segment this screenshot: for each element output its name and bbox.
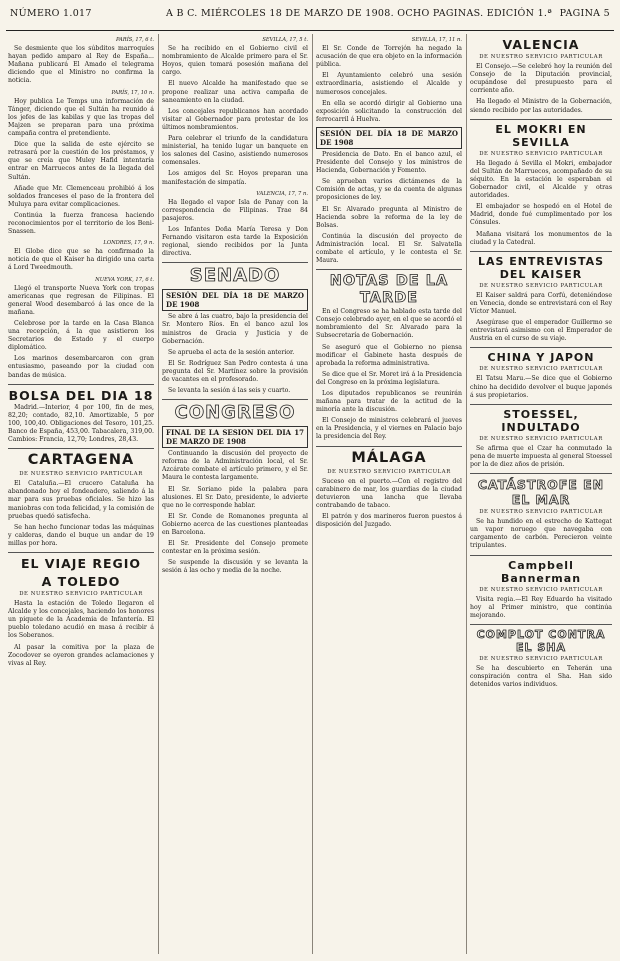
article-paragraph: Hasta la estación de Toledo llegaron el Alcalde y los concejales, haciendo los honores un piquete de la Academia de Infantería. El pueblo toledano acudió en masa á recibir á los Soberanos.	[8, 600, 154, 640]
article-paragraph: Suceso en el puerto.—Con el registro del carabinero de mar, los guardias de la ciudad detuvieron una lancha que llevaba contrabando de tabaco.	[316, 477, 462, 509]
masthead-date: A B C. MIÉRCOLES 18 DE MARZO DE 1908. OCHO PAGINAS. EDICIÓN 1.ª	[166, 8, 553, 19]
article-paragraph: Mañana visitará los monumentos de la ciudad y la Catedral.	[470, 230, 612, 246]
entrevistas-headline: LAS ENTREVISTAS DEL KAISER	[477, 254, 605, 281]
divider	[8, 552, 154, 553]
column-2	[162, 34, 308, 954]
article-paragraph: El Sr. Rodríguez San Pedro contesta á una pregunta del Sr. Martínez sobre la provisión de vacantes en el profesorado.	[162, 359, 308, 383]
article-paragraph: Se aprueba el acta de la sesión anterior.	[168, 348, 295, 356]
senado-headline: SENADO	[189, 265, 281, 287]
congreso-headline: CONGRESO	[174, 402, 296, 424]
bolsa-text: Madrid.—Interior, 4 por 100, fin de mes, 82,20; contado, 82,10. Amortizable, 5 por 100, 100,40. Obligaciones del Tesoro, 101,25. Banco de España, 453,00. Tabacalera, 319,00. Cambios: Francia, 12,70; Londres, 28,43.	[8, 403, 154, 444]
campbell-headline: Campbell Bannerman	[500, 558, 582, 585]
divider	[162, 262, 308, 263]
article-paragraph: Se han hecho funcionar todas las máquinas y calderas, dando el buque un andar de 19 millas por hora.	[8, 523, 154, 547]
article-paragraph: El Ayuntamiento celebró una sesión extraordinaria, asistiendo el Alcalde y numerosos concejales.	[316, 72, 462, 96]
column-rule	[158, 34, 159, 954]
stoessel-headline: STOESSEL, INDULTADO	[501, 407, 581, 434]
dateline: LONDRES, 17, 9 n.	[103, 240, 154, 247]
service-subhead: DE NUESTRO SERVICIO PARTICULAR	[479, 586, 603, 593]
dateline: SEVILLA, 17, 5 t.	[262, 37, 308, 43]
article-paragraph: El Sr. Alvarado pregunta al Ministro de Hacienda sobre la reforma de la ley de Bolsas.	[316, 205, 462, 229]
divider	[316, 269, 462, 270]
dateline: PARÍS, 17, 6 t.	[116, 37, 154, 43]
article-paragraph: El Globe dice que se ha confirmado la noticia de que el Kaiser ha dirigido una carta á Lord Tweedmouth.	[8, 248, 154, 272]
article-paragraph: El Consejo de ministros celebrará el jueves en la Presidencia, y el viernes en Palacio bajo la presidencia del Rey.	[316, 417, 462, 441]
article-paragraph: El Sr. Presidente del Consejo promete contestar en la próxima sesión.	[162, 540, 308, 556]
article-paragraph: Los marinos desembarcaron con gran entusiasmo, paseando por la ciudad con bandas de música.	[8, 355, 154, 379]
article-paragraph: Ha llegado el Ministro de la Gobernación, siendo recibido por las autoridades.	[470, 98, 612, 114]
service-subhead: DE NUESTRO SERVICIO PARTICULAR	[19, 471, 143, 478]
article-paragraph: El Kaiser saldrá para Corfú, deteniéndose en Venecia, donde se entrevistará con el Rey Víctor Manuel.	[470, 291, 612, 315]
dateline: PARÍS, 17, 10 n.	[111, 89, 154, 96]
article-paragraph: En el Congreso se ha hablado esta tarde del Consejo celebrado ayer, en el que se acordó el nombramiento del Sr. Alvarado para la Subsecretaría de Gobernación.	[316, 308, 462, 340]
article-paragraph: Dice que la salida de este ejército se retrasará por la cuestión de los préstamos, y que se creía que Muley Hafid intentaría entrar en Marruecos antes de la llegada del Sultán.	[8, 141, 154, 181]
divider	[8, 448, 154, 449]
article-paragraph: Los concejales republicanos han acordado visitar al Gobernador para protestar de los últimos nombramientos.	[162, 107, 308, 131]
article-paragraph: El Sr. Conde de Romanones pregunta al Gobierno acerca de las cuestiones planteadas en Barcelona.	[162, 512, 308, 537]
column-rule	[466, 34, 467, 954]
session-box: SESIÓN DEL DÍA 18 DE MARZO DE 1908	[162, 289, 308, 311]
catastrofe-headline: CATÁSTROFE EN EL MAR	[477, 477, 605, 508]
service-subhead: DE NUESTRO SERVICIO PARTICULAR	[479, 435, 603, 442]
article-paragraph: Continúa la fuerza francesa haciendo reconocimientos por el territorio de los Beni-Snassen.	[8, 211, 154, 236]
article-paragraph: Se aprueban varios dictámenes de la Comisión de actas, y se da cuenta de algunas proposiciones de ley.	[316, 178, 462, 202]
article-paragraph: El Tatsu Maru.—Se dice que el Gobierno chino ha decidido devolver el buque japonés á sus propietarios.	[470, 375, 612, 399]
divider	[8, 384, 154, 385]
article-paragraph: Presidencia de Dato. En el banco azul, el Presidente del Consejo y los ministros de Hacienda, Gobernación y Fomento.	[316, 150, 462, 175]
article-paragraph: Para celebrar el triunfo de la candidatura ministerial, ha tenido lugar un banquete en los salones del Casino, asistiendo numerosos comensales.	[162, 135, 308, 167]
viaje-headline: EL VIAJE REGIO	[20, 555, 142, 571]
newspaper-body	[8, 34, 612, 954]
service-subhead: DE NUESTRO SERVICIO PARTICULAR	[327, 468, 451, 475]
article-paragraph: Los Infantes Doña María Teresa y Don Fernando visitaron esta tarde la Exposición regional, siendo recibidos por la Junta directiva.	[162, 225, 308, 258]
column-4	[470, 34, 612, 954]
article-paragraph: Se aseguró que el Gobierno no piensa modificar el Gabinete hasta después de aprobada la reforma administrativa.	[316, 343, 462, 367]
dateline: NUEVA YORK, 17, 6 t.	[95, 276, 154, 283]
article-paragraph: Se ha hundido en el estrecho de Kattegat un vapor noruego que navegaba con cargamento de carbón. Perecieron veinte tripulantes.	[470, 518, 612, 550]
article-paragraph: El Cataluña.—El crucero Cataluña ha abandonado hoy el fondeadero, saliendo á la mar para sus pruebas oficiales. Se hizo las maniobras con toda felicidad, y la comisión de pruebas quedó satisfecha.	[8, 480, 154, 520]
article-paragraph: Se dice que el Sr. Moret irá á la Presidencia del Congreso en la próxima legislatura.	[316, 370, 462, 386]
service-subhead: DE NUESTRO SERVICIO PARTICULAR	[479, 150, 603, 157]
article-paragraph: Se afirma que el Czar ha conmutado la pena de muerte impuesta al general Stoessel por la de diez años de prisión.	[470, 444, 612, 468]
divider	[470, 624, 612, 625]
divider	[162, 399, 308, 400]
article-paragraph: Asegúrase que el emperador Guillermo se entrevistará asimismo con el Emperador de Austria en el curso de su viaje.	[470, 319, 612, 343]
divider	[470, 347, 612, 348]
article-paragraph: Continúa la discusión del proyecto de Administración local. El Sr. Salvatella combate el artículo, y le contesta el Sr. Maura.	[316, 232, 462, 265]
service-subhead: DE NUESTRO SERVICIO PARTICULAR	[479, 366, 603, 373]
service-subhead: DE NUESTRO SERVICIO PARTICULAR	[479, 282, 603, 289]
notas-headline: NOTAS DE LA TARDE	[329, 273, 449, 307]
article-paragraph: Añade que Mr. Clemenceau prohibió á los soldados franceses el paso de la frontera del Muluya para evitar complicaciones.	[8, 184, 154, 208]
cartagena-headline: CARTAGENA	[27, 452, 135, 469]
issue-number: NÚMERO 1.017	[10, 8, 92, 19]
viaje-headline-2: A TOLEDO	[41, 573, 121, 589]
dateline: VALENCIA, 17, 7 n.	[256, 190, 308, 197]
article-paragraph: El patrón y dos marineros fueron puestos á disposición del Juzgado.	[316, 513, 462, 529]
malaga-headline: MÁLAGA	[351, 449, 427, 466]
column-rule	[312, 34, 313, 954]
article-paragraph: Continuando la discusión del proyecto de reforma de la Administración local, el Sr. Azcárate combate el artículo primero, y el Sr. Maura le contesta largamente.	[162, 450, 308, 482]
article-paragraph: Se ha descubierto en Teherán una conspiración contra el Sha. Han sido detenidos varios individuos.	[470, 665, 612, 689]
article-paragraph: El Consejo.—Se celebró hoy la reunión del Consejo de la Diputación provincial, ocupándose del presupuesto para el corriente año.	[470, 63, 612, 95]
divider	[316, 446, 462, 447]
column-1	[8, 34, 154, 954]
article-paragraph: Se suspende la discusión y se levanta la sesión á las ocho y media de la noche.	[162, 559, 308, 575]
divider	[470, 473, 612, 474]
article-paragraph: Se desmiente que los súbditos marroquíes hayan pedido amparo al Rey de España... Mañana publicará El Amado el telegrama diciendo que el Ministro no confirma la noticia.	[8, 45, 154, 85]
divider	[470, 119, 612, 120]
article-paragraph: Se levanta la sesión á las seis y cuarto.	[168, 387, 291, 395]
article-paragraph: Se abre á las cuatro, bajo la presidencia del Sr. Montero Ríos. En el banco azul los ministros de Gracia y Justicia y de Gobernación.	[162, 313, 308, 345]
service-subhead: DE NUESTRO SERVICIO PARTICULAR	[479, 54, 603, 60]
mokri-headline: EL MOKRI EN SEVILLA	[495, 122, 587, 149]
complot-headline: COMPLOT CONTRA EL SHA	[476, 627, 606, 654]
article-paragraph: Ha llegado el vapor Isla de Panay con la correspondencia de Filipinas. Trae 84 pasajeros.	[162, 198, 308, 222]
article-paragraph: El Sr. Soriano pide la palabra para alusiones. El Sr. Dato, presidente, le advierte que no le corresponde hablar.	[162, 485, 308, 509]
service-subhead: DE NUESTRO SERVICIO PARTICULAR	[19, 590, 143, 597]
article-paragraph: El nuevo Alcalde ha manifestado que se propone realizar una activa campaña de saneamiento en la ciudad.	[162, 80, 308, 104]
session-box: FINAL DE LA SESION DEL DIA 17 DE MARZO DE 1908	[162, 426, 308, 448]
article-paragraph: Hoy publica Le Temps una información de Tánger, diciendo que el Sultán ha reunido á los jefes de las kabilas y que las tropas del Majzen se preparan para una próxima campaña contra el pretendiente.	[8, 97, 154, 138]
article-paragraph: El embajador se hospedó en el Hotel de Madrid, donde fué cumplimentado por los Cónsules.	[470, 203, 612, 227]
article-paragraph: En ella se acordó dirigir al Gobierno una exposición solicitando la construcción del ferrocarril á Huelva.	[316, 99, 462, 123]
divider	[470, 404, 612, 405]
dateline: SEVILLA, 17, 11 n.	[411, 37, 462, 43]
article-paragraph: Al pasar la comitiva por la plaza de Zocodover se oyeron grandes aclamaciones y vivas al Rey.	[8, 643, 154, 667]
article-paragraph: Se ha recibido en el Gobierno civil el nombramiento de Alcalde primero para el Sr. Hoyos, quien tomará posesión mañana del cargo.	[162, 45, 308, 77]
article-paragraph: El Sr. Conde de Torrejón ha negado la acusación de que era objeto en la información pública.	[316, 45, 462, 69]
divider	[470, 555, 612, 556]
article-paragraph: Llegó el transporte Nueva York con tropas americanas que regresan de Filipinas. El general Wood desembarcó á las once de la mañana.	[8, 284, 154, 316]
valencia-headline: VALENCIA	[502, 37, 580, 52]
service-subhead: DE NUESTRO SERVICIO PARTICULAR	[479, 655, 603, 662]
session-box: SESIÓN DEL DÍA 18 DE MARZO DE 1908	[316, 127, 462, 149]
page-number: PAGINA 5	[559, 8, 610, 19]
article-paragraph: Celebrose por la tarde en la Casa Blanca una recepción, á la que asistieron los Secretarios de Estado y el cuerpo diplomático.	[8, 320, 154, 352]
bolsa-headline: BOLSA DEL DIA 18	[8, 387, 154, 403]
service-subhead: DE NUESTRO SERVICIO PARTICULAR	[479, 509, 603, 516]
article-paragraph: Los diputados republicanos se reunirán mañana para tratar de la actitud de la minoría ante la discusión.	[316, 390, 462, 414]
divider	[470, 251, 612, 252]
article-paragraph: Los amigos del Sr. Hoyos preparan una manifestación de simpatía.	[162, 170, 308, 186]
column-3	[316, 34, 462, 954]
article-paragraph: Visita regia.—El Rey Eduardo ha visitado hoy al Primer ministro, que continúa mejorando.	[470, 595, 612, 619]
article-paragraph: Ha llegado á Sevilla el Mokri, embajador del Sultán de Marruecos, acompañado de su séquito. En la estación le esperaban el Gobernador civil, el Alcalde y otras autoridades.	[470, 159, 612, 200]
china-headline: CHINA Y JAPON	[487, 351, 595, 365]
masthead	[6, 2, 614, 31]
